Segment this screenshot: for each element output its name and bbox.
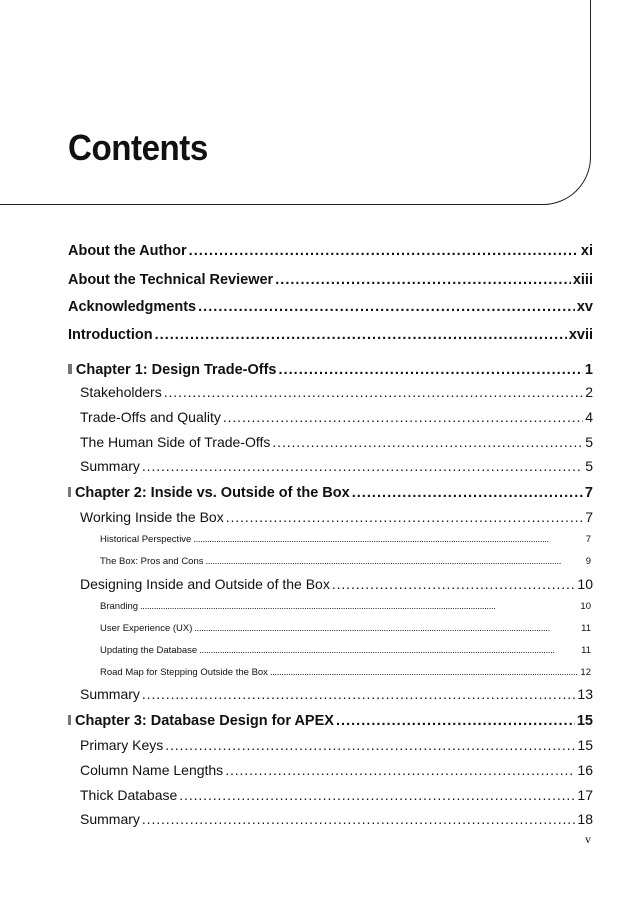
toc-entry-page: xi	[580, 243, 593, 259]
toc-entry-technical-reviewer[interactable]	[68, 272, 593, 288]
dot-leader	[164, 384, 583, 400]
toc-entry-page: 12	[580, 667, 591, 678]
toc-section[interactable]	[80, 576, 593, 592]
toc-entry-page: xv	[576, 299, 593, 315]
toc-entry-label: Stakeholders	[80, 384, 162, 400]
toc-entry-label: Chapter 1: Design Trade-Offs	[75, 362, 277, 378]
dot-leader	[275, 272, 571, 288]
toc-entry-label: Road Map for Stepping Outside the Box	[100, 667, 268, 678]
dot-leader	[272, 434, 583, 450]
dot-leader	[279, 362, 583, 378]
dot-leader	[142, 458, 583, 474]
toc-entry-page: 11	[581, 623, 591, 634]
toc-entry-label: Introduction	[68, 327, 153, 343]
dot-leader	[199, 645, 579, 656]
dot-leader	[198, 299, 575, 315]
dot-leader	[142, 811, 576, 827]
toc-chapter-1[interactable]	[68, 362, 593, 378]
toc-entry-label: Primary Keys	[80, 737, 164, 753]
dot-leader	[223, 409, 583, 425]
toc-entry-page: 7	[585, 509, 593, 525]
toc-chapter-2[interactable]	[68, 485, 593, 501]
toc-section[interactable]	[80, 509, 593, 525]
toc-section[interactable]	[80, 458, 593, 474]
toc-entry-page: xvii	[568, 327, 593, 343]
toc-entry-label: The Human Side of Trade-Offs	[80, 434, 271, 450]
dot-leader	[352, 485, 583, 501]
toc-entry-page: 2	[585, 384, 593, 400]
toc-entry-page: 7	[584, 485, 593, 501]
toc-section[interactable]	[80, 686, 593, 702]
toc-subsection[interactable]	[100, 667, 591, 678]
toc-section[interactable]	[80, 787, 593, 803]
toc-entry-label: Summary	[80, 686, 140, 702]
toc-entry-label: Acknowledgments	[68, 299, 197, 315]
toc-entry-page: 5	[585, 434, 593, 450]
toc-entry-page: 15	[577, 737, 593, 753]
toc-section[interactable]	[80, 409, 593, 425]
toc-entry-page: 10	[577, 576, 593, 592]
chapter-square-icon	[68, 487, 71, 497]
chapter-square-icon	[68, 715, 71, 725]
toc-chapter-3[interactable]	[68, 713, 593, 729]
toc-entry-page: 9	[585, 556, 591, 567]
toc-section[interactable]	[80, 384, 593, 400]
dot-leader	[270, 667, 578, 678]
chapter-square-icon	[68, 364, 72, 374]
toc-entry-acknowledgments[interactable]	[68, 299, 593, 315]
toc-entry-label: Thick Database	[80, 787, 178, 803]
toc-entry-page: 13	[577, 686, 593, 702]
toc-entry-page: 10	[580, 601, 591, 612]
toc-entry-label: About the Author	[68, 243, 187, 259]
toc-entry-label: Chapter 2: Inside vs. Outside of the Box	[74, 485, 350, 501]
toc-entry-label: Summary	[80, 458, 140, 474]
toc-section[interactable]	[80, 434, 593, 450]
toc-entry-page: 7	[585, 534, 591, 545]
toc-section[interactable]	[80, 737, 593, 753]
toc-subsection[interactable]	[100, 556, 591, 567]
dot-leader	[165, 737, 575, 753]
toc-entry-label: Chapter 3: Database Design for APEX	[75, 713, 334, 729]
page-title: Contents	[68, 127, 208, 168]
toc-section[interactable]	[80, 762, 593, 778]
toc-entry-page: 17	[577, 787, 593, 803]
toc-entry-label: Column Name Lengths	[80, 762, 224, 778]
toc-entry-page: 16	[577, 762, 593, 778]
toc-entry-about-author[interactable]	[68, 243, 593, 259]
dot-leader	[332, 576, 576, 592]
dot-leader	[142, 686, 576, 702]
toc-subsection[interactable]	[100, 645, 591, 656]
toc-entry-label: Historical Perspective	[100, 534, 192, 545]
toc-entry-label: Working Inside the Box	[80, 509, 224, 525]
toc-subsection[interactable]	[100, 601, 591, 612]
dot-leader	[189, 243, 579, 259]
dot-leader	[194, 623, 579, 634]
toc-section[interactable]	[80, 811, 593, 827]
toc-entry-introduction[interactable]	[68, 327, 593, 343]
dot-leader	[193, 534, 583, 545]
toc-entry-label: Updating the Database	[100, 645, 198, 656]
toc-entry-label: Designing Inside and Outside of the Box	[80, 576, 330, 592]
toc-entry-label: User Experience (UX)	[100, 623, 193, 634]
toc-entry-page: 15	[576, 713, 593, 729]
toc-entry-page: xiii	[572, 272, 593, 288]
toc-entry-page: 5	[585, 458, 593, 474]
toc-entry-page: 18	[577, 811, 593, 827]
page-number: v	[585, 832, 591, 846]
toc-entry-label: About the Technical Reviewer	[68, 272, 274, 288]
dot-leader	[140, 601, 578, 612]
dot-leader	[206, 556, 584, 567]
toc-entry-label: Summary	[80, 811, 140, 827]
toc-entry-label: The Box: Pros and Cons	[100, 556, 204, 567]
toc-entry-page: 1	[584, 362, 593, 378]
toc-entry-label: Trade-Offs and Quality	[80, 409, 221, 425]
toc-entry-page: 4	[585, 409, 593, 425]
dot-leader	[225, 762, 575, 778]
dot-leader	[179, 787, 575, 803]
toc-subsection[interactable]	[100, 623, 591, 634]
toc-entry-label: Branding	[100, 601, 139, 612]
dot-leader	[336, 713, 575, 729]
toc-entry-page: 11	[581, 645, 591, 656]
dot-leader	[226, 509, 583, 525]
dot-leader	[155, 327, 567, 343]
toc-subsection[interactable]	[100, 534, 591, 545]
